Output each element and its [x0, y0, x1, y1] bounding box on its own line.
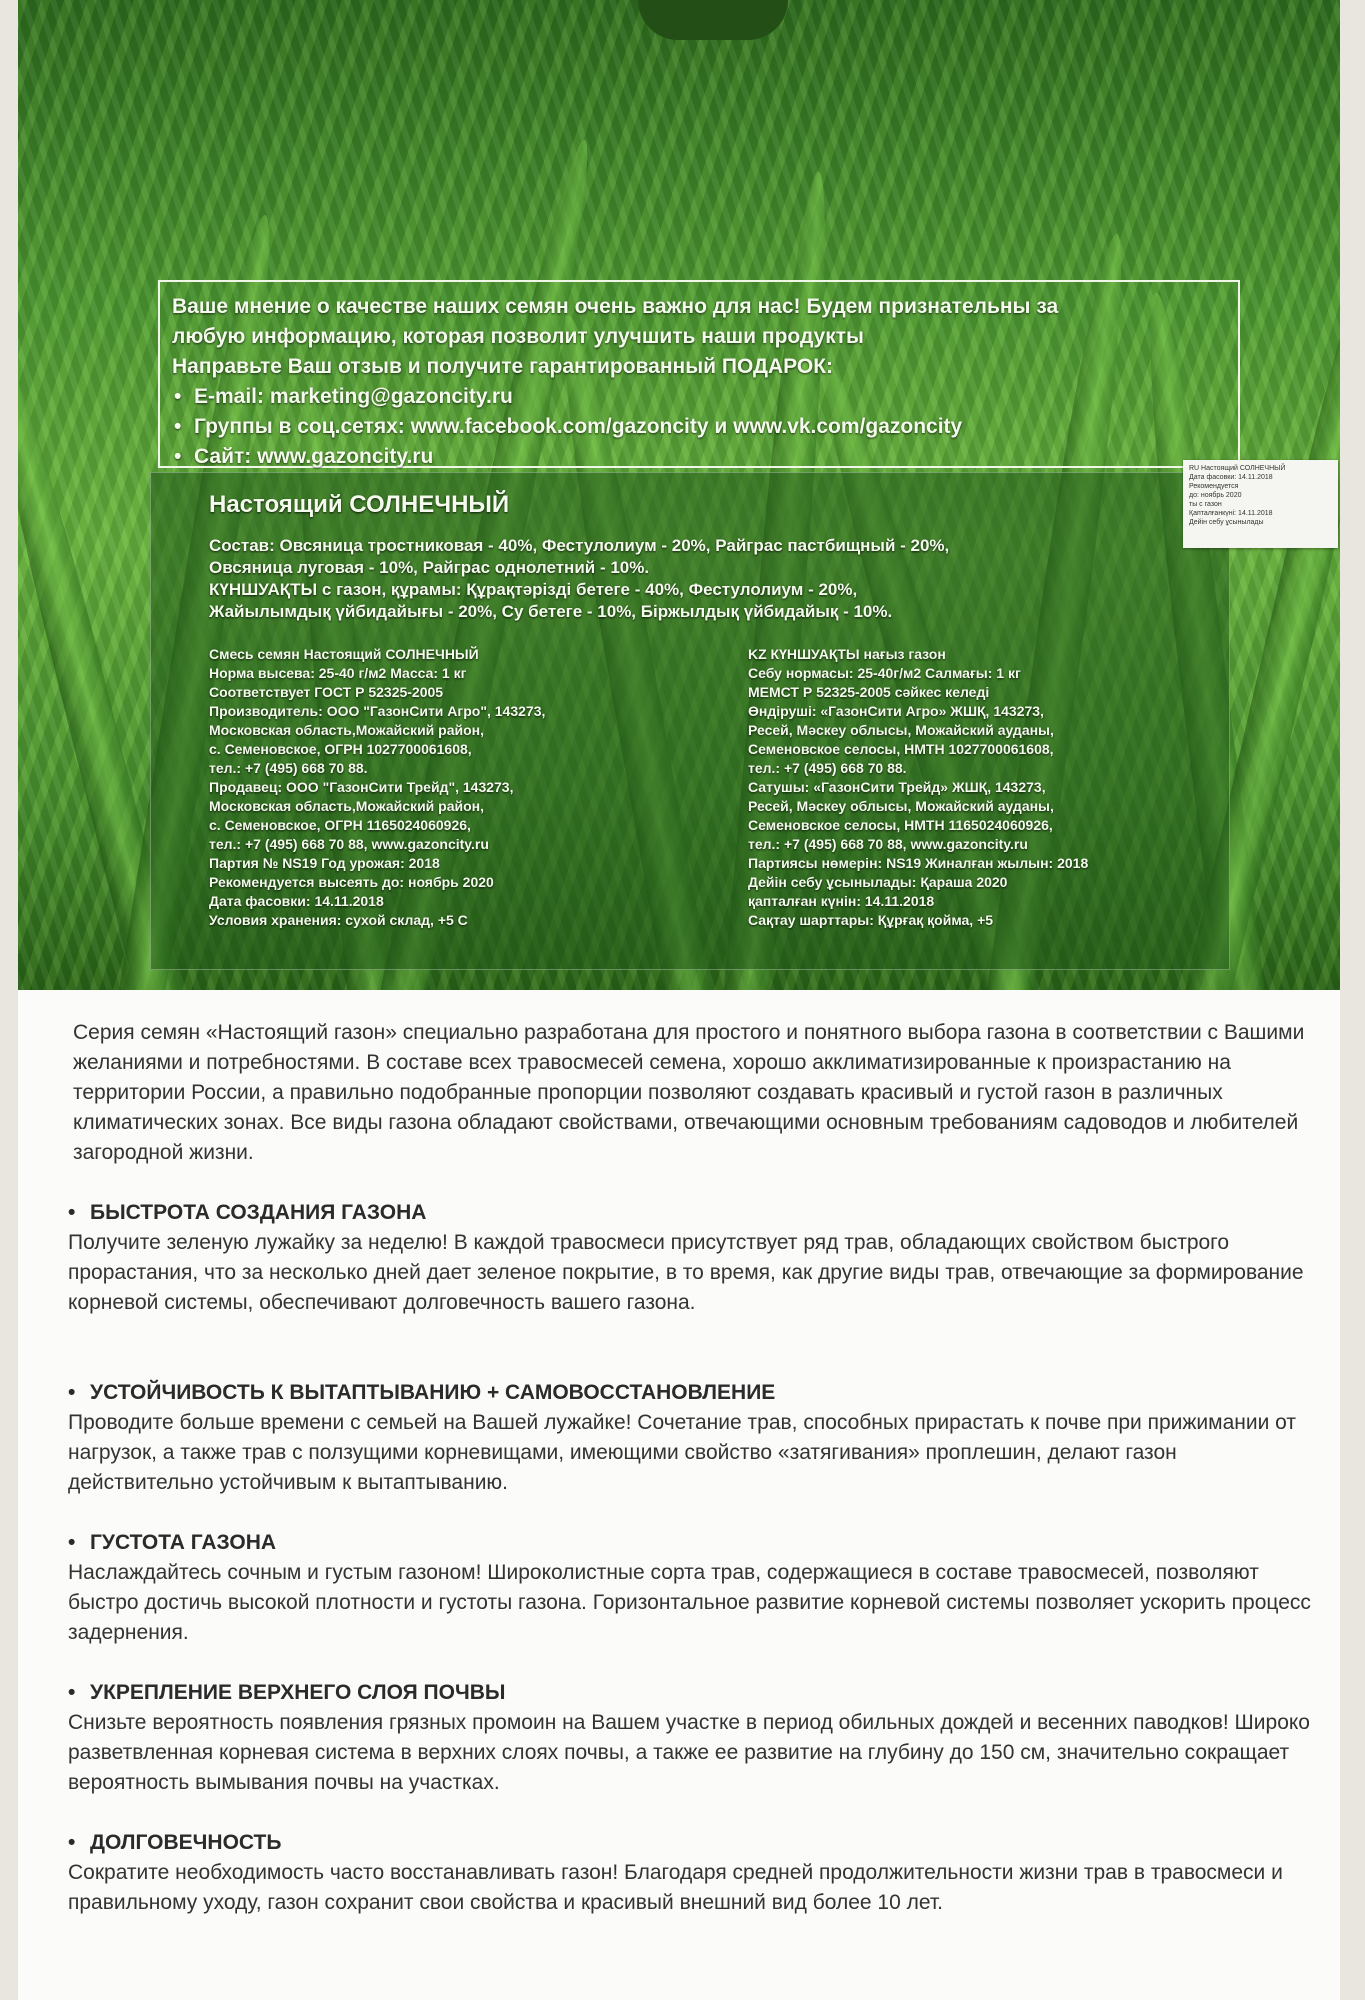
handle-notch: [638, 0, 788, 40]
feedback-site[interactable]: • Сайт: www.gazoncity.ru: [172, 442, 1226, 472]
section-soil: [68, 1678, 1318, 1798]
label-column-ru: Смесь семян Настоящий СОЛНЕЧНЫЙ Норма высева: 25-40 г/м2 Масса: 1 кг Соответствует ГОСТ Р 52325-2005 Производитель: ООО "ГазонСити Агро", 143273, Московская область,Можайский район, с. Семеновское, ОГРН 1027700061608, тел.: +7 (495) 668 70 88. Продавец: ООО "ГазонСити Трейд", 143273, Московская область,Можайский район, с. Семеновское, ОГРН 1165024060926, тел.: +7 (495) 668 70 88, www.gazoncity.ru Партия № NS19 Год урожая: 2018 Рекомендуется высеять до: ноябрь 2020 Дата фасовки: 14.11.2018 Условия хранения: сухой склад, +5 С: [209, 646, 546, 928]
section-density: [68, 1528, 1318, 1648]
section-text: Сократите необходимость часто восстанавливать газон! Благодаря средней продолжительности жизни трав в травосмеси и правильному уходу, газон сохранит свои свойства и красивый внешний вид более 10 лет.: [68, 1861, 1283, 1914]
section-text: Снизьте вероятность появления грязных промоин на Вашем участке в период обильных дождей и весенних паводков! Широко разветвленная корневая система в верхних слоях почвы, а также ее развитие на глубину до 150 см, значительно сокращает вероятность вымывания почвы на участках.: [68, 1711, 1310, 1794]
feedback-line: любую информацию, которая позволит улучшить наши продукты: [172, 325, 864, 348]
product-title: Настоящий СОЛНЕЧНЫЙ: [209, 491, 510, 518]
section-text: Проводите больше времени с семьей на Вашей лужайке! Сочетание трав, способных прирастать к почве при прижимании от нагрузок, а также трав с ползущими корневищами, имеющими свойство «затягивания» проплешин, делают газон действительно устойчивым к вытаптыванию.: [68, 1411, 1296, 1494]
package-back: [18, 0, 1340, 2000]
section-longevity: [68, 1828, 1318, 1918]
label-column-kz: KZ КҮНШУАҚТЫ нағыз газон Себу нормасы: 25-40г/м2 Салмағы: 1 кг МЕМСТ Р 52325-2005 сәйкес келеді Өндіруші: «ГазонСити Агро» ЖШҚ, 143273, Ресей, Мәскеу облысы, Можайский ауданы, Семеновское селосы, НМТН 1027700061608, тел.: +7 (495) 668 70 88. Сатушы: «ГазонСити Трейд» ЖШҚ, 143273, Ресей, Мәскеу облысы, Можайский ауданы, Семеновское селосы, НМТН 1165024060926, тел.: +7 (495) 668 70 88, www.gazoncity.ru Партиясы нөмерін: NS19 Жиналған жылын: 2018 Дейін себу ұсынылады: Қараша 2020 қапталған күнін: 14.11.2018 Сақтау шарттары: Құрғақ қойма, +5: [748, 646, 1089, 928]
description-panel: [18, 990, 1340, 2000]
section-text: Наслаждайтесь сочным и густым газоном! Широколистные сорта трав, содержащиеся в составе травосмесей, позволяют быстро достичь высокой плотности и густоты газона. Горизонтальное развитие корневой системы позволяет ускорить процесс задернения.: [68, 1561, 1311, 1644]
section-title: • БЫСТРОТА СОЗДАНИЯ ГАЗОНА: [68, 1201, 427, 1224]
composition: Состав: Овсяница тростниковая - 40%, Фестулолиум - 20%, Райграс пастбищный - 20%, Овсяница луговая - 10%, Райграс однолетний - 10%. КҮНШУАҚТЫ с газон, құрамы: Құрақтәрізді бетеге - 40%, Фестулолиум - 20%, Жайылымдық үйбидайығы - 20%, Су бетеге - 10%, Біржылдық үйбидайық - 10%.: [209, 536, 950, 621]
feedback-box: [158, 280, 1240, 468]
section-title: • ДОЛГОВЕЧНОСТЬ: [68, 1831, 282, 1854]
section-title: • УСТОЙЧИВОСТЬ К ВЫТАПТЫВАНИЮ + САМОВОССТАНОВЛЕНИЕ: [68, 1381, 776, 1404]
feedback-line: Направьте Ваш отзыв и получите гарантированный ПОДАРОК:: [172, 355, 834, 378]
section-title: • ГУСТОТА ГАЗОНА: [68, 1531, 277, 1554]
section-durability-trampling: [68, 1378, 1318, 1498]
product-label: [150, 472, 1230, 970]
intro-text: Серия семян «Настоящий газон» специально разработана для простого и понятного выбора газона в соответствии с Вашими желаниями и потребностями. В составе всех травосмесей семена, хорошо акклиматизированные к произрастанию на территории России, а правильно подобранные пропорции позволяют создавать красивый и густой газон в различных климатических зонах. Все виды газона обладают свойствами, отвечающими основным требованиям садоводов и любителей загородной жизни.: [73, 1021, 1305, 1164]
section-title: • УКРЕПЛЕНИЕ ВЕРХНЕГО СЛОЯ ПОЧВЫ: [68, 1681, 506, 1704]
feedback-email[interactable]: • E-mail: marketing@gazoncity.ru: [172, 382, 1226, 412]
feedback-social[interactable]: • Группы в соц.сетях: www.facebook.com/gazoncity и www.vk.com/gazoncity: [172, 412, 1226, 442]
section-text: Получите зеленую лужайку за неделю! В каждой травосмеси присутствует ряд трав, обладающих свойством быстрого прорастания, что за несколько дней дает зеленое покрытие, в то время, как другие виды трав, отвечающие за формирование корневой системы, обеспечивают долговечность вашего газона.: [68, 1231, 1304, 1314]
batch-sticker: RU Настоящий СОЛНЕЧНЫЙ Дата фасовки: 14.11.2018 Рекомендуется до: ноябрь 2020 ты с газон Қапталғанкүні: 14.11.2018 Дейін себу ұсынылады: [1183, 460, 1338, 548]
section-fast-lawn: [68, 1198, 1318, 1318]
feedback-line: Ваше мнение о качестве наших семян очень важно для нас! Будем признательны за: [172, 295, 1059, 318]
grass-panel: [18, 0, 1340, 990]
